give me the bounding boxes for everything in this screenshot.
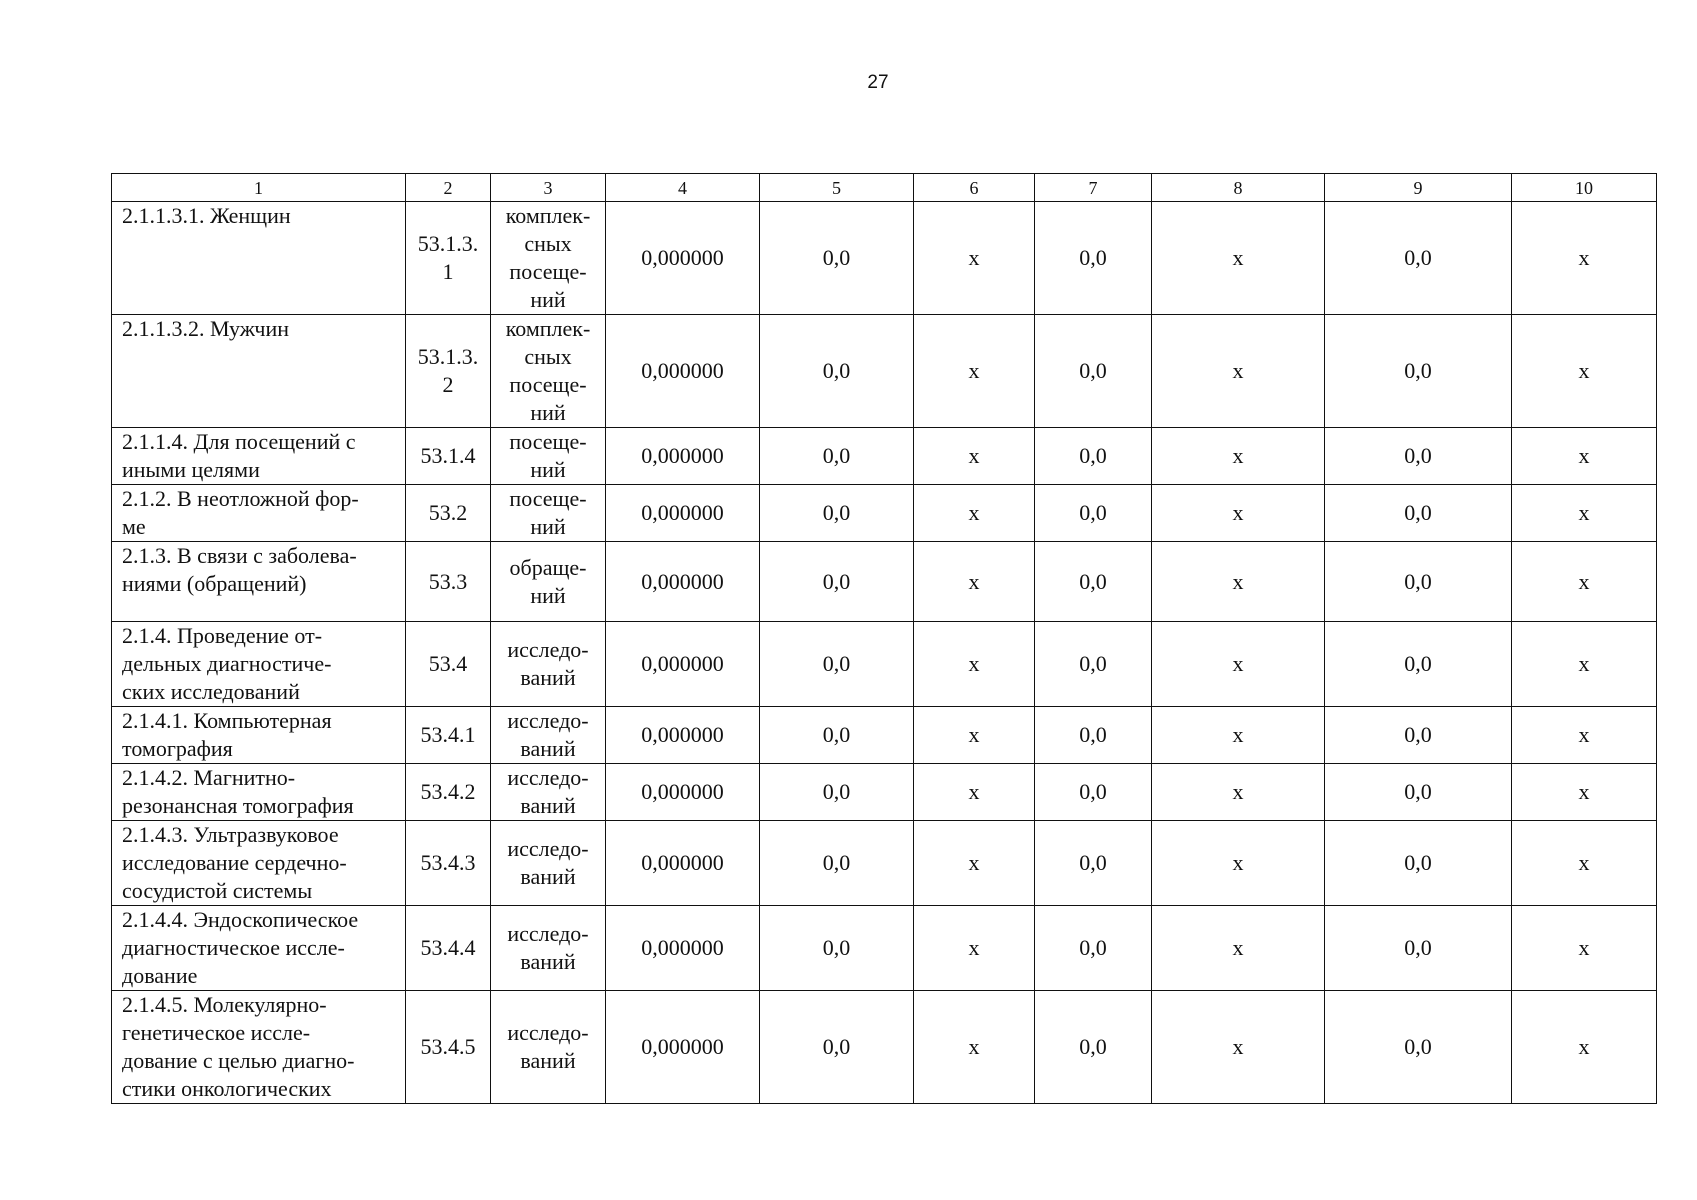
table-row <box>112 202 1657 315</box>
row-code: 53.3 <box>406 542 491 622</box>
row-name: 2.1.1.3.1. Женщин <box>112 202 406 315</box>
cell-value: х <box>1152 202 1325 315</box>
cell-value: 0,0 <box>760 764 914 821</box>
cell-value: х <box>1512 315 1657 428</box>
cell-value: х <box>1152 315 1325 428</box>
row-name: 2.1.4.5. Молекулярно- генетическое иссле- дование с целью диагно- стики онкологических <box>112 991 406 1104</box>
cell-value: 0,0 <box>1325 764 1512 821</box>
row-unit: комплек- сных посеще- ний <box>491 315 606 428</box>
data-table <box>111 173 1657 1104</box>
cell-value: 0,0 <box>1325 542 1512 622</box>
cell-value: 0,0 <box>1325 485 1512 542</box>
cell-value: 0,0 <box>1325 315 1512 428</box>
table-row <box>112 542 1657 622</box>
cell-value: 0,0 <box>760 202 914 315</box>
column-header: 2 <box>406 174 491 202</box>
cell-value: 0,000000 <box>606 202 760 315</box>
cell-value: 0,0 <box>760 485 914 542</box>
table-row <box>112 428 1657 485</box>
cell-value: х <box>1152 906 1325 991</box>
table-row <box>112 764 1657 821</box>
cell-value: 0,0 <box>760 906 914 991</box>
table-row <box>112 906 1657 991</box>
row-name: 2.1.4.4. Эндоскопическое диагностическое иссле- дование <box>112 906 406 991</box>
cell-value: х <box>914 622 1035 707</box>
row-name: 2.1.4.2. Магнитно- резонансная томография <box>112 764 406 821</box>
cell-value: 0,0 <box>760 542 914 622</box>
row-code: 53.1.3. 2 <box>406 315 491 428</box>
cell-value: х <box>914 906 1035 991</box>
row-name: 2.1.3. В связи с заболева- ниями (обращений) <box>112 542 406 622</box>
cell-value: х <box>914 707 1035 764</box>
column-header: 7 <box>1035 174 1152 202</box>
cell-value: х <box>1512 202 1657 315</box>
row-unit: посеще- ний <box>491 428 606 485</box>
cell-value: 0,0 <box>1325 202 1512 315</box>
row-code: 53.1.4 <box>406 428 491 485</box>
cell-value: х <box>1512 485 1657 542</box>
cell-value: 0,0 <box>1325 428 1512 485</box>
row-name: 2.1.2. В неотложной фор- ме <box>112 485 406 542</box>
cell-value: 0,0 <box>760 821 914 906</box>
cell-value: 0,0 <box>760 622 914 707</box>
cell-value: 0,0 <box>1325 991 1512 1104</box>
column-header: 6 <box>914 174 1035 202</box>
row-code: 53.1.3. 1 <box>406 202 491 315</box>
cell-value: х <box>1512 991 1657 1104</box>
row-unit: обраще- ний <box>491 542 606 622</box>
column-header: 10 <box>1512 174 1657 202</box>
cell-value: 0,0 <box>1325 821 1512 906</box>
cell-value: х <box>1512 821 1657 906</box>
cell-value: х <box>1152 428 1325 485</box>
column-header: 8 <box>1152 174 1325 202</box>
cell-value: 0,0 <box>760 428 914 485</box>
cell-value: х <box>1152 707 1325 764</box>
cell-value: х <box>1512 906 1657 991</box>
cell-value: х <box>914 821 1035 906</box>
cell-value: 0,0 <box>1035 991 1152 1104</box>
cell-value: 0,000000 <box>606 622 760 707</box>
cell-value: 0,0 <box>760 707 914 764</box>
cell-value: 0,0 <box>1035 315 1152 428</box>
cell-value: х <box>1152 485 1325 542</box>
cell-value: 0,000000 <box>606 991 760 1104</box>
cell-value: 0,000000 <box>606 428 760 485</box>
row-code: 53.4.4 <box>406 906 491 991</box>
row-unit: исследо- ваний <box>491 906 606 991</box>
row-code: 53.4.1 <box>406 707 491 764</box>
table-row <box>112 821 1657 906</box>
cell-value: 0,000000 <box>606 315 760 428</box>
cell-value: х <box>914 428 1035 485</box>
row-code: 53.4.5 <box>406 991 491 1104</box>
row-code: 53.4.2 <box>406 764 491 821</box>
table-row <box>112 485 1657 542</box>
cell-value: 0,0 <box>1035 622 1152 707</box>
row-name: 2.1.4.3. Ультразвуковое исследование сердечно- сосудистой системы <box>112 821 406 906</box>
cell-value: 0,000000 <box>606 707 760 764</box>
column-header: 3 <box>491 174 606 202</box>
row-name: 2.1.1.3.2. Мужчин <box>112 315 406 428</box>
row-code: 53.4.3 <box>406 821 491 906</box>
cell-value: х <box>1152 821 1325 906</box>
cell-value: 0,0 <box>1035 428 1152 485</box>
cell-value: х <box>914 542 1035 622</box>
cell-value: х <box>1152 991 1325 1104</box>
cell-value: х <box>914 202 1035 315</box>
column-header: 5 <box>760 174 914 202</box>
cell-value: х <box>1512 428 1657 485</box>
cell-value: 0,0 <box>1035 202 1152 315</box>
column-header: 1 <box>112 174 406 202</box>
table-body <box>112 202 1657 1104</box>
page-number: 27 <box>867 72 889 93</box>
cell-value: 0,0 <box>1035 821 1152 906</box>
cell-value: х <box>1152 764 1325 821</box>
cell-value: 0,000000 <box>606 906 760 991</box>
table-row <box>112 707 1657 764</box>
cell-value: 0,0 <box>1035 764 1152 821</box>
cell-value: х <box>914 485 1035 542</box>
cell-value: х <box>1152 622 1325 707</box>
row-unit: исследо- ваний <box>491 764 606 821</box>
row-code: 53.4 <box>406 622 491 707</box>
row-unit: исследо- ваний <box>491 707 606 764</box>
header-row <box>112 174 1657 202</box>
cell-value: 0,0 <box>1035 485 1152 542</box>
cell-value: 0,0 <box>1325 707 1512 764</box>
column-header: 9 <box>1325 174 1512 202</box>
column-header: 4 <box>606 174 760 202</box>
cell-value: 0,0 <box>1035 707 1152 764</box>
row-unit: исследо- ваний <box>491 622 606 707</box>
cell-value: х <box>1512 622 1657 707</box>
row-unit: исследо- ваний <box>491 991 606 1104</box>
table-row <box>112 315 1657 428</box>
cell-value: х <box>1512 764 1657 821</box>
cell-value: х <box>1152 542 1325 622</box>
cell-value: 0,0 <box>1325 622 1512 707</box>
cell-value: 0,000000 <box>606 821 760 906</box>
table-row <box>112 622 1657 707</box>
cell-value: 0,0 <box>1325 906 1512 991</box>
cell-value: 0,000000 <box>606 542 760 622</box>
cell-value: 0,0 <box>760 991 914 1104</box>
row-name: 2.1.1.4. Для посещений с иными целями <box>112 428 406 485</box>
cell-value: 0,000000 <box>606 764 760 821</box>
cell-value: х <box>1512 707 1657 764</box>
cell-value: х <box>914 315 1035 428</box>
row-name: 2.1.4.1. Компьютерная томография <box>112 707 406 764</box>
cell-value: 0,0 <box>1035 542 1152 622</box>
cell-value: 0,0 <box>760 315 914 428</box>
row-unit: комплек- сных посеще- ний <box>491 202 606 315</box>
row-unit: исследо- ваний <box>491 821 606 906</box>
cell-value: 0,0 <box>1035 906 1152 991</box>
cell-value: х <box>914 764 1035 821</box>
table-row <box>112 991 1657 1104</box>
row-name: 2.1.4. Проведение от- дельных диагностиче- ских исследований <box>112 622 406 707</box>
row-code: 53.2 <box>406 485 491 542</box>
row-unit: посеще- ний <box>491 485 606 542</box>
cell-value: х <box>1512 542 1657 622</box>
cell-value: 0,000000 <box>606 485 760 542</box>
cell-value: х <box>914 991 1035 1104</box>
